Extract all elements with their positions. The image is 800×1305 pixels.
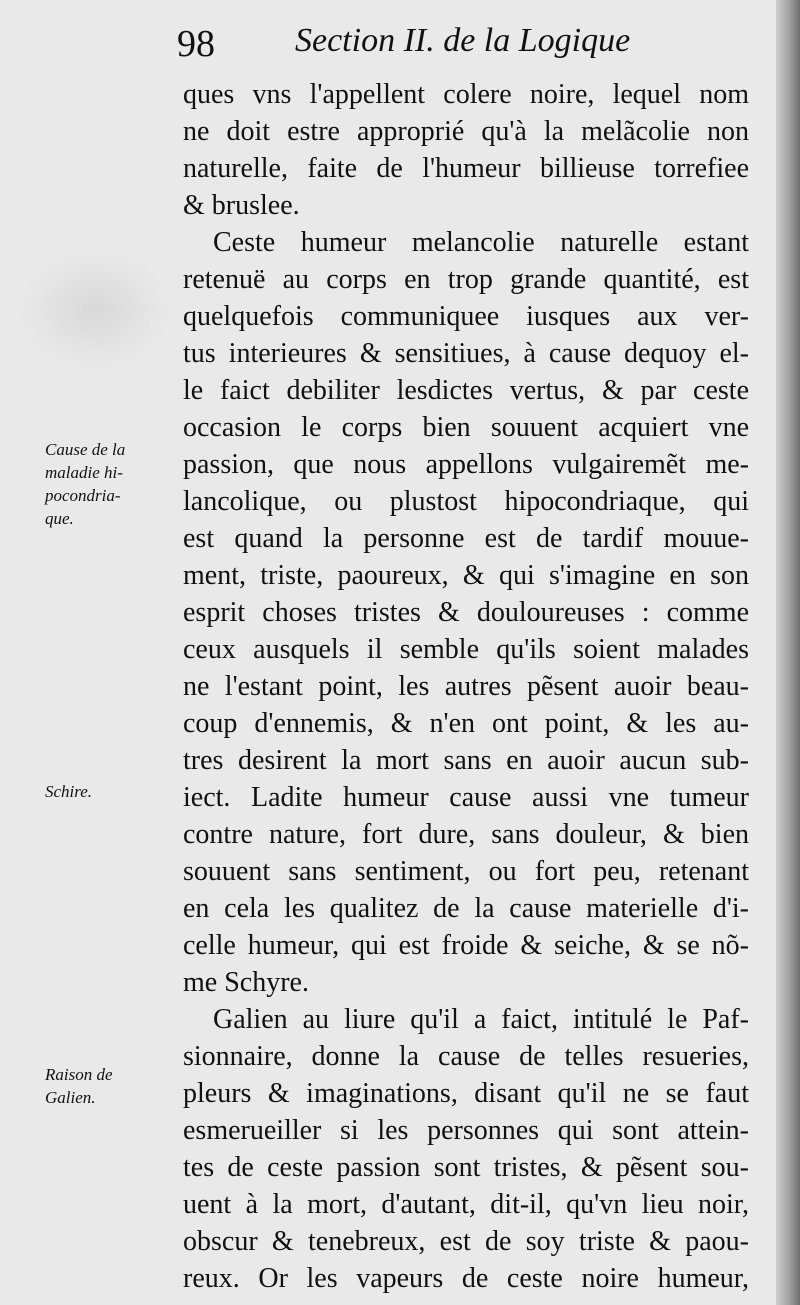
text-line: ment, triste, paoureux, & qui s'imagine en son bbox=[183, 560, 749, 591]
text-line: reux. Or les vapeurs de ceste noire humeur, bbox=[183, 1263, 749, 1294]
text-line: uent à la mort, d'autant, dit-il, qu'vn lieu noir, bbox=[183, 1189, 749, 1220]
text-line: esprit choses tristes & douloureuses : comme bbox=[183, 597, 749, 628]
text-line: pleurs & imaginations, disant qu'il ne se faut bbox=[183, 1078, 749, 1109]
text-line: Ceste humeur melancolie naturelle estant bbox=[213, 227, 749, 258]
page-number: 98 bbox=[177, 23, 215, 65]
text-line: tes de ceste passion sont tristes, & pẽsent sou- bbox=[183, 1152, 749, 1183]
text-line: me Schyre. bbox=[183, 967, 309, 998]
text-line: esmerueiller si les personnes qui sont attein- bbox=[183, 1115, 749, 1146]
margin-note-line: Galien. bbox=[45, 1088, 96, 1107]
margin-note-line: pocondria- bbox=[45, 486, 121, 505]
text-line: tres desirent la mort sans en auoir aucun sub- bbox=[183, 745, 749, 776]
margin-note-cause bbox=[45, 438, 175, 530]
text-line: occasion le corps bien souuent acquiert vne bbox=[183, 412, 749, 443]
margin-note-schire bbox=[45, 780, 175, 803]
text-line: est quand la personne est de tardif mouue- bbox=[183, 523, 749, 554]
text-line: sionnaire, donne la cause de telles resueries, bbox=[183, 1041, 749, 1072]
text-line: ceux ausquels il semble qu'ils soient malades bbox=[183, 634, 749, 665]
text-line: ne doit estre approprié qu'à la melãcolie non bbox=[183, 116, 749, 147]
text-line: tus interieures & sensitiues, à cause dequoy el- bbox=[183, 338, 749, 369]
margin-note-line: maladie hi- bbox=[45, 463, 123, 482]
text-line: ques vns l'appellent colere noire, lequel nom bbox=[183, 79, 749, 110]
body-text bbox=[183, 76, 749, 1297]
text-line: & bruslee. bbox=[183, 190, 300, 221]
margin-note-galien bbox=[45, 1063, 175, 1109]
margin-note-line: Cause de la bbox=[45, 440, 126, 459]
text-line: Galien au liure qu'il a faict, intitulé le Paf- bbox=[213, 1004, 749, 1035]
margin-note-line: que. bbox=[45, 509, 74, 528]
page-header bbox=[175, 22, 735, 74]
text-line: iect. Ladite humeur cause aussi vne tumeur bbox=[183, 782, 749, 813]
text-line: lancolique, ou plustost hipocondriaque, qui bbox=[183, 486, 749, 517]
margin-notes bbox=[0, 0, 175, 1305]
text-line: ne l'estant point, les autres pẽsent auoir beau- bbox=[183, 671, 749, 702]
text-line: en cela les qualitez de la cause materielle d'i- bbox=[183, 893, 749, 924]
margin-note-line: Raison de bbox=[45, 1065, 113, 1084]
text-line: naturelle, faite de l'humeur billieuse torrefiee bbox=[183, 153, 749, 184]
running-head: Section II. de la Logique bbox=[295, 22, 631, 59]
text-line: quelquefois communiquee iusques aux ver- bbox=[183, 301, 749, 332]
text-line: obscur & tenebreux, est de soy triste & paou- bbox=[183, 1226, 749, 1257]
margin-note-line: Schire. bbox=[45, 782, 93, 801]
text-line: contre nature, fort dure, sans douleur, & bien bbox=[183, 819, 749, 850]
page-gutter-shadow bbox=[776, 0, 800, 1305]
text-line: retenuë au corps en trop grande quantité, est bbox=[183, 264, 749, 295]
text-line: celle humeur, qui est froide & seiche, & se nõ- bbox=[183, 930, 749, 961]
text-line: le faict debiliter lesdictes vertus, & par ceste bbox=[183, 375, 749, 406]
text-line: coup d'ennemis, & n'en ont point, & les au- bbox=[183, 708, 749, 739]
text-line: souuent sans sentiment, ou fort peu, retenant bbox=[183, 856, 749, 887]
text-line: passion, que nous appellons vulgairemẽt me- bbox=[183, 449, 749, 480]
